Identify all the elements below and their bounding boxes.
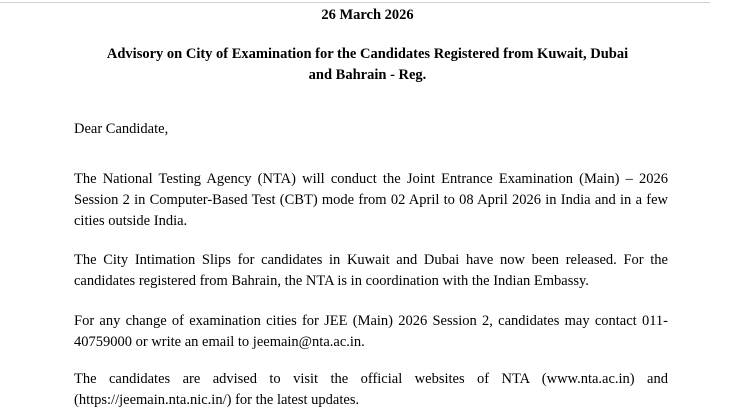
paragraph-exam-schedule: The National Testing Agency (NTA) will conduct the Joint Entrance Examination (Main) – 2026 Session 2 in Computer-Based Test (CBT) mode from 02 April to 08 April 2026 in India and in a few cities outside India.	[74, 171, 668, 229]
paragraph-websites: The candidates are advised to visit the official websites of NTA (www.nta.ac.in) and (https://jeemain.nta.nic.in/) for the latest updates.	[74, 371, 668, 408]
title-line-2: and Bahrain - Reg.	[308, 67, 427, 83]
document-title	[60, 44, 675, 86]
salutation: Dear Candidate,	[74, 121, 169, 137]
top-divider	[0, 2, 710, 3]
document-date: 26 March 2026	[321, 7, 414, 23]
paragraph-contact: For any change of examination cities for JEE (Main) 2026 Session 2, candidates may contact 011-40759000 or write an email to jeemain@nta.ac.in.	[74, 313, 668, 350]
title-line-1: Advisory on City of Examination for the Candidates Registered from Kuwait, Dubai	[106, 46, 629, 62]
paragraph-city-slips: The City Intimation Slips for candidates in Kuwait and Dubai have now been released. For the candidates registered from Bahrain, the NTA is in coordination with the Indian Embassy.	[74, 252, 668, 289]
